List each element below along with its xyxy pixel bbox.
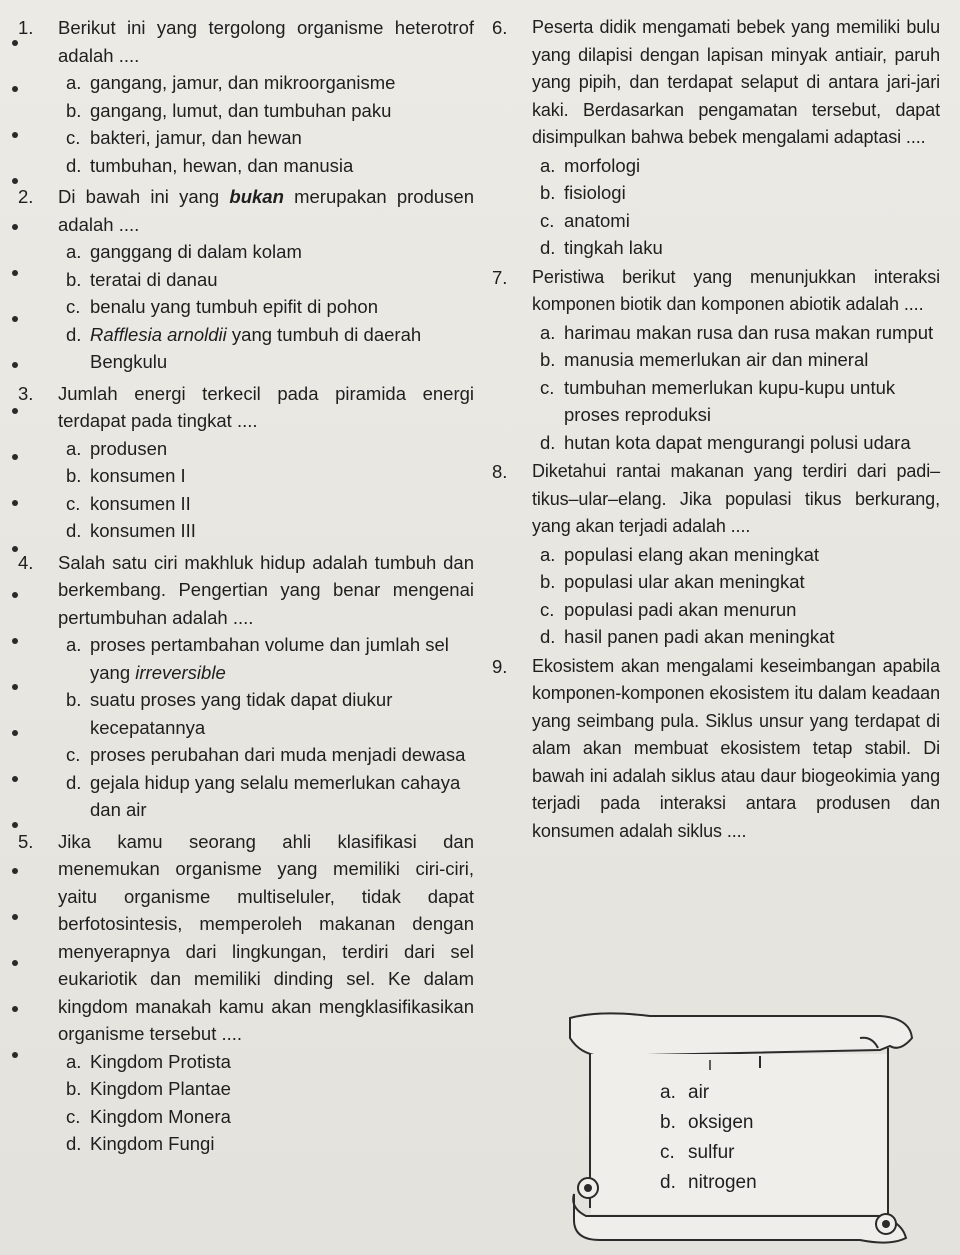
option-a[interactable]: a. harimau makan rusa dan rusa makan rumput [540, 321, 934, 343]
option-d[interactable]: d. tingkah laku [540, 237, 663, 258]
option-b[interactable]: b. gangang, lumut, dan tumbuhan paku [66, 99, 392, 121]
question-stem: Di bawah ini yang bukan merupakan produsen adalah .... [58, 186, 475, 235]
left-column [14, 14, 474, 1158]
option-c[interactable]: c. proses perubahan dari muda menjadi dewasa [66, 744, 466, 765]
scroll-illustration [560, 1008, 920, 1248]
option-a[interactable]: a. Kingdom Protista [66, 1050, 231, 1072]
question-stem: Peserta didik mengamati bebek yang memiliki bulu yang dilapisi dengan lapisan minyak antiair, paruh yang pipih, dan terdapat selaput di antara jari-jari kaki. Berdasarkan pengamatan tersebut, dapat disimpulkan bahwa bebek mengalami adaptasi .... [532, 17, 940, 147]
right-column [488, 14, 940, 847]
option-b[interactable]: b. suatu proses yang tidak dapat diukur kecepatannya [66, 689, 393, 738]
question-number: 3. [18, 382, 34, 404]
option-a[interactable]: a. air [660, 1082, 710, 1103]
option-a[interactable]: a. populasi elang akan meningkat [540, 543, 820, 565]
option-c[interactable]: c. bakteri, jamur, dan hewan [66, 127, 302, 148]
option-b[interactable]: b. Kingdom Plantae [66, 1078, 231, 1099]
question-stem: Diketahui rantai makanan yang terdiri dari padi–tikus–ular–elang. Jika populasi tikus berkurang, yang akan terjadi adalah .... [532, 461, 940, 536]
option-c[interactable]: c. tumbuhan memerlukan kupu-kupu untuk proses reproduksi [540, 376, 896, 425]
option-c[interactable]: c. Kingdom Monera [66, 1105, 231, 1127]
option-b[interactable]: b. konsumen I [66, 465, 186, 486]
option-b[interactable]: b. populasi ular akan meningkat [540, 571, 805, 592]
option-d[interactable]: d. nitrogen [660, 1172, 757, 1193]
question-number: 6. [492, 17, 508, 38]
option-c[interactable]: c. konsumen II [66, 492, 191, 514]
option-d[interactable]: d. Kingdom Fungi [66, 1133, 215, 1154]
option-d[interactable]: d. hutan kota dapat mengurangi polusi udara [540, 431, 911, 453]
question-9 [488, 653, 940, 846]
option-b[interactable]: b. fisiologi [540, 182, 626, 203]
option-d[interactable]: d. konsumen III [66, 520, 196, 541]
option-d[interactable]: d. hasil panen padi akan meningkat [540, 626, 835, 647]
question-3 [14, 380, 474, 545]
question-stem: Peristiwa berikut yang menunjukkan interaksi komponen biotik dan komponen abiotik adalah .... [532, 266, 940, 314]
option-a[interactable]: a. ganggang di dalam kolam [66, 241, 302, 262]
option-d[interactable]: d. Rafflesia arnoldii yang tumbuh di daerah Bengkulu [66, 323, 422, 372]
question-4 [14, 549, 474, 824]
option-a[interactable]: a. proses pertambahan volume dan jumlah sel yang irreversible [66, 634, 449, 683]
question-number: 9. [492, 655, 508, 677]
option-a[interactable]: a. morfologi [540, 154, 641, 176]
option-c[interactable]: c. benalu yang tumbuh epifit di pohon [66, 296, 378, 317]
question-stem: Ekosistem akan mengalami keseimbangan apabila komponen-komponen ekosistem itu dalam keadaan yang seimbang pula. Siklus unsur yang terdapat di alam akan membuat ekosistem tetap stabil. Di bawah ini adalah siklus atau daur biogeokimia yang terjadi pada interaksi antara produsen dan konsumen adalah siklus .... [532, 655, 940, 841]
question-stem: Salah satu ciri makhluk hidup adalah tumbuh dan berkembang. Pengertian yang benar mengenai pertumbuhan adalah .... [58, 551, 474, 628]
option-b[interactable]: b. manusia memerlukan air dan mineral [540, 349, 869, 370]
question-stem: Jumlah energi terkecil pada piramida energi terdapat pada tingkat .... [58, 382, 474, 431]
question-2 [14, 183, 474, 376]
question-number: 1. [18, 17, 34, 38]
option-b[interactable]: b. teratai di danau [66, 268, 218, 290]
question-stem: Jika kamu seorang ahli klasifikasi dan menemukan organisme yang memiliki ciri-ciri, yaitu organisme multiseluler, tidak dapat berfotosintesis, memperoleh makanan dengan menyerapnya dari lingkungan, terdiri dari sel eukariotik dan memiliki dinding sel. Ke dalam kingdom manakah kamu akan mengklasifikasikan organisme tersebut .... [58, 830, 474, 1044]
question-number: 8. [492, 461, 508, 482]
question-9-options [660, 1078, 757, 1198]
question-number: 7. [492, 266, 508, 288]
option-d[interactable]: d. tumbuhan, hewan, dan manusia [66, 154, 354, 176]
option-a[interactable]: a. gangang, jamur, dan mikroorganisme [66, 72, 396, 93]
question-8 [488, 458, 940, 651]
option-a[interactable]: a. produsen [66, 437, 168, 459]
question-6 [488, 14, 940, 262]
option-c[interactable]: c. anatomi [540, 209, 630, 231]
option-d[interactable]: d. gejala hidup yang selalu memerlukan cahaya dan air [66, 771, 461, 820]
question-number: 5. [18, 830, 34, 852]
option-c[interactable]: c. populasi padi akan menurun [540, 598, 797, 620]
option-c[interactable]: c. sulfur [660, 1142, 735, 1163]
question-number: 4. [18, 551, 34, 573]
option-b[interactable]: b. oksigen [660, 1112, 754, 1133]
question-7 [488, 264, 940, 457]
question-stem: Berikut ini yang tergolong organisme heterotrof adalah .... [58, 17, 474, 66]
question-number: 2. [18, 186, 34, 207]
question-5 [14, 828, 474, 1158]
question-1 [14, 14, 474, 179]
